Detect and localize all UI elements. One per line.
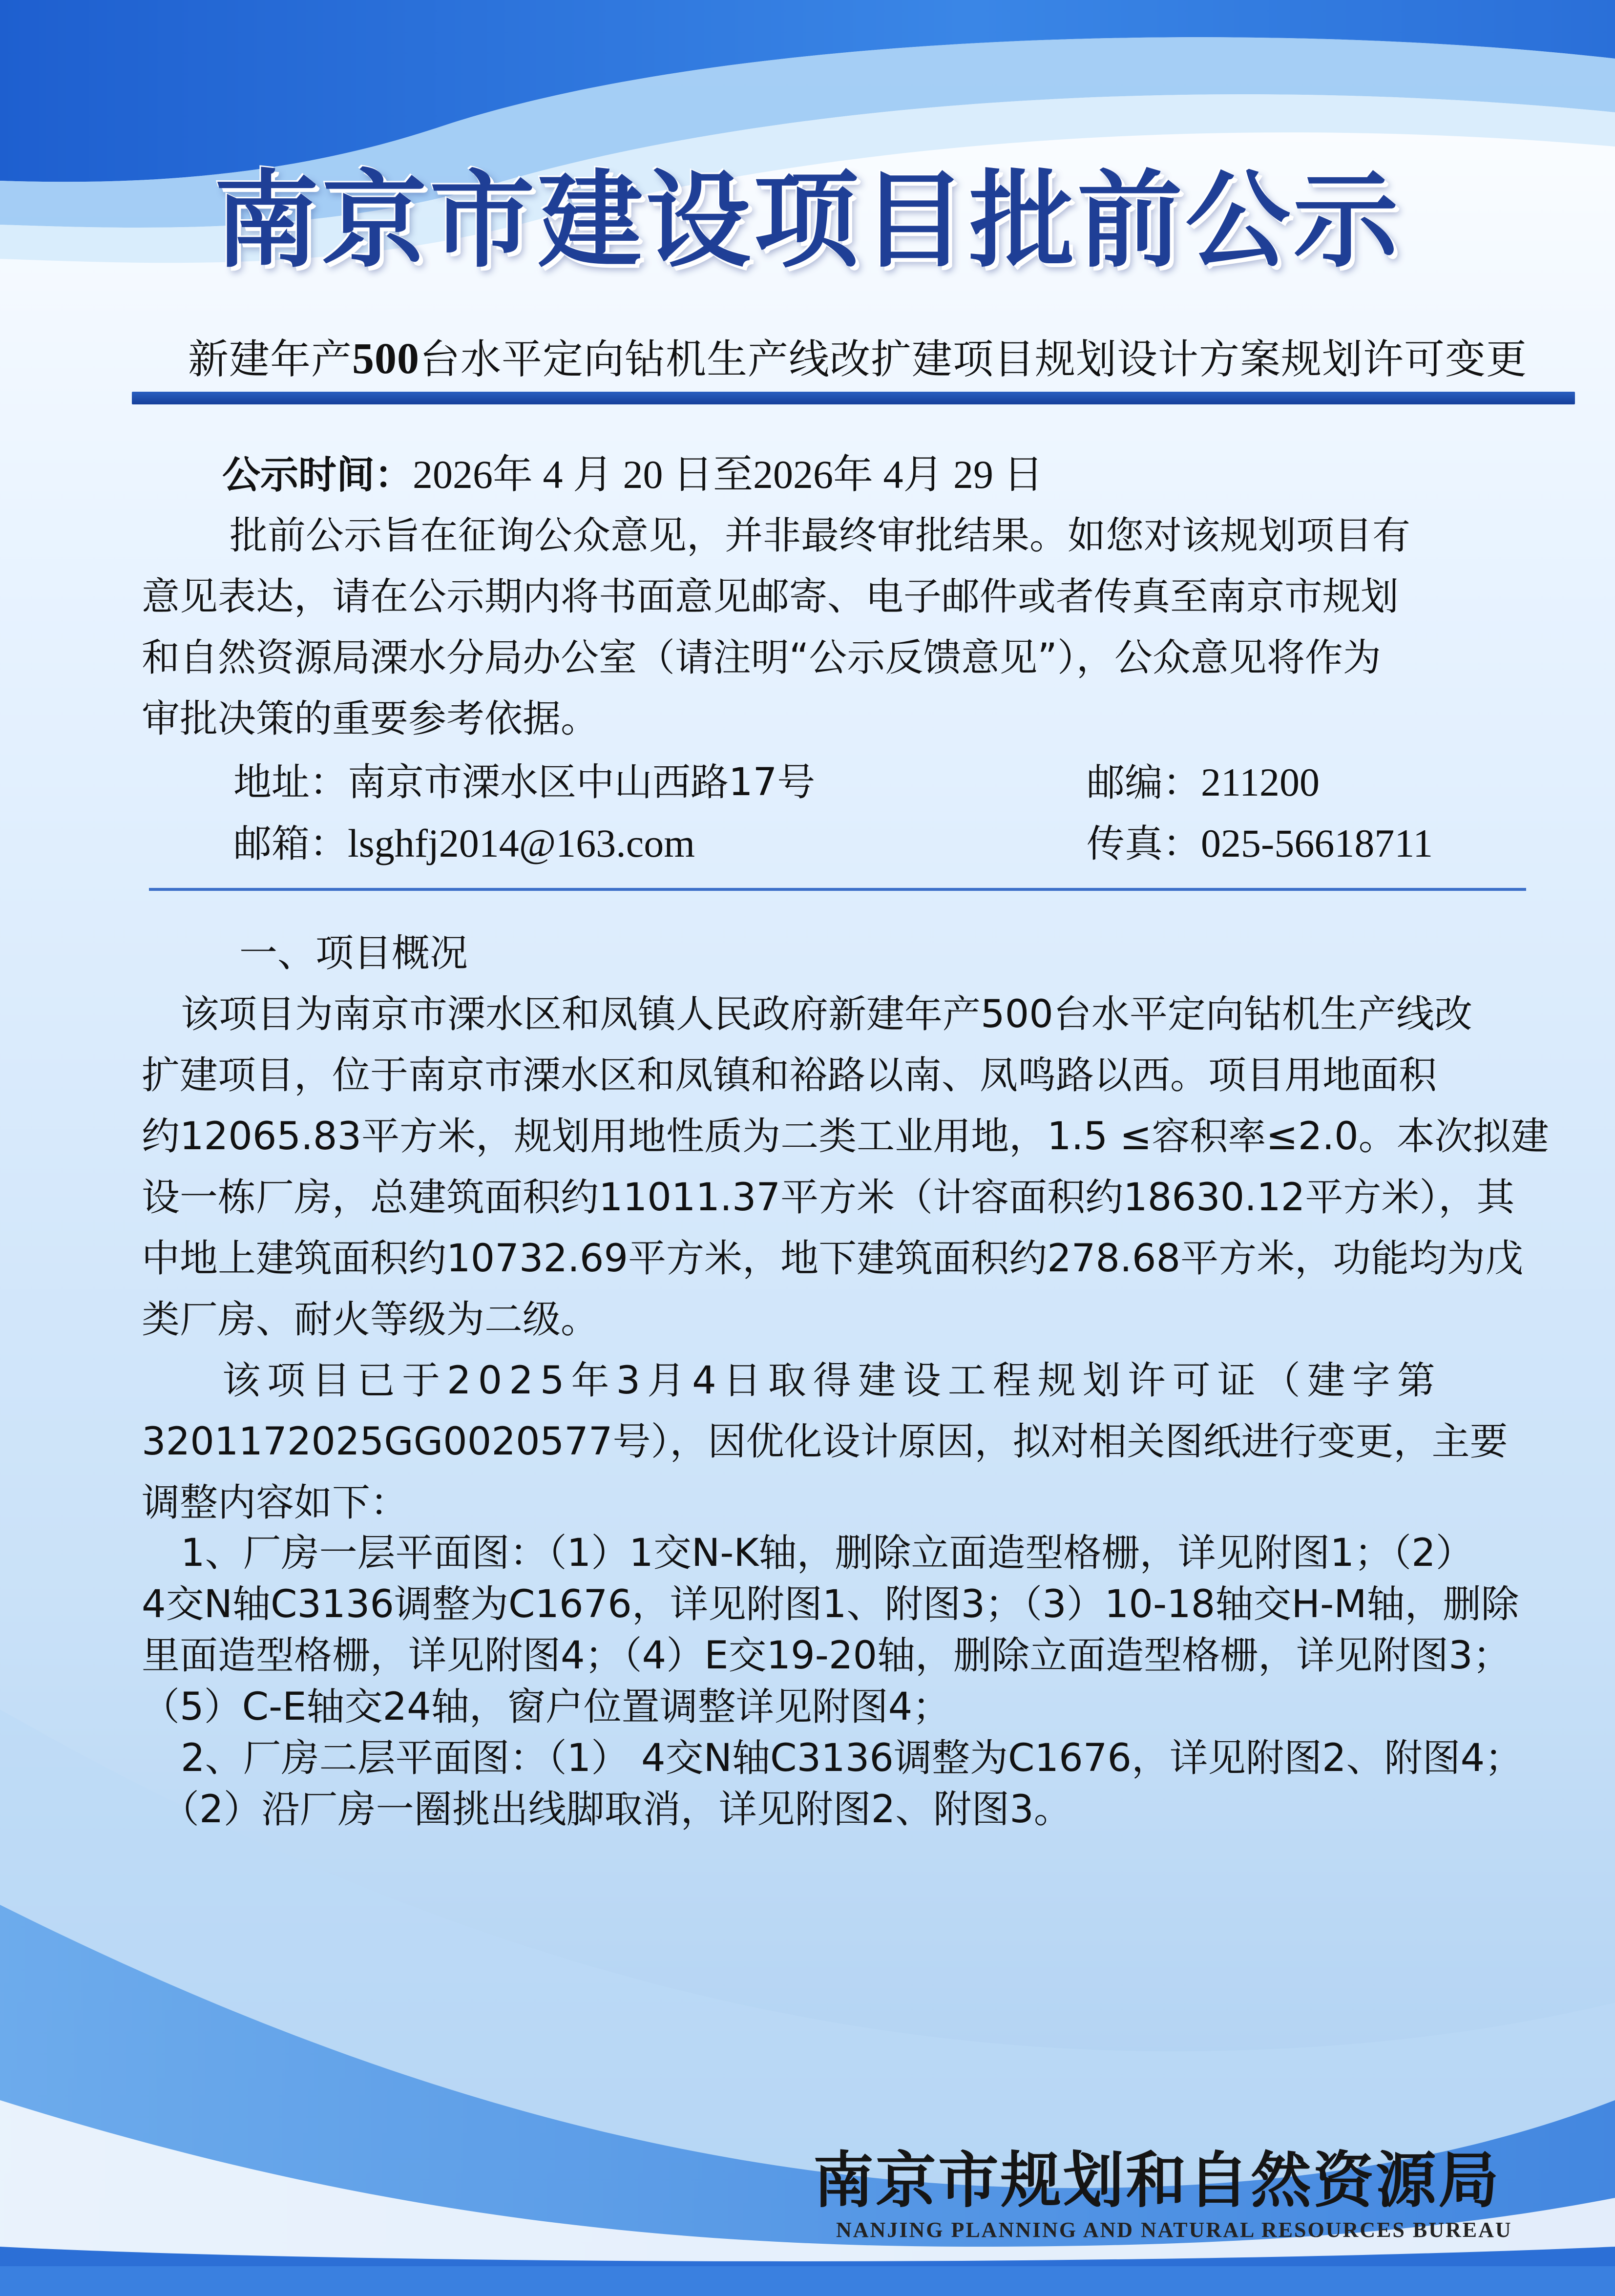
postcode bbox=[1087, 752, 1320, 813]
address-label: 地址： bbox=[233, 760, 348, 804]
project-subtitle bbox=[188, 326, 1527, 385]
org-name-en: NANJING PLANNING AND NATURAL RESOURCES BUREAU bbox=[836, 2218, 1512, 2242]
overview-line: 中地上建筑面积约10732.69平方米，地下建筑面积约278.68平方米，功能均为戊 bbox=[142, 1237, 1524, 1281]
email-value: lsghfj2014@163.com bbox=[348, 821, 695, 865]
overview-line: 该项目为南京市溧水区和凤镇人民政府新建年产500台水平定向钻机生产线改 bbox=[181, 992, 1472, 1036]
subtitle-suffix: 台水平定向钻机生产线改扩建项目规划设计方案规划许可变更 bbox=[419, 336, 1527, 383]
intro-line-2: 意见表达，请在公示期内将书面意见邮寄、电子邮件或者传真至南京市规划 bbox=[142, 575, 1399, 619]
overview-line: 该项目已于2025年3月4日取得建设工程规划许可证（建字第 bbox=[222, 1359, 1442, 1403]
notice-time bbox=[222, 444, 1044, 506]
overview-line: 里面造型格栅，详见附图4；（4）E交19-20轴，删除立面造型格栅，详见附图3； bbox=[142, 1634, 1511, 1678]
org-name-cn: 南京市规划和自然资源局 bbox=[813, 2145, 1501, 2216]
notice-time-label: 公示时间： bbox=[222, 453, 413, 497]
overview-line: 扩建项目，位于南京市溧水区和凤镇和裕路以南、凤鸣路以西。项目用地面积 bbox=[142, 1053, 1437, 1097]
email-label: 邮箱： bbox=[233, 822, 348, 866]
postcode-label: 邮编： bbox=[1087, 761, 1201, 805]
address bbox=[233, 752, 815, 813]
subtitle-number: 500 bbox=[352, 335, 419, 383]
section-divider bbox=[149, 888, 1526, 891]
overview-line: 2、厂房二层平面图：（1） 4交N轴C3136调整为C1676，详见附图2、附图4； bbox=[181, 1736, 1523, 1780]
overview-line: 3201172025GG0020577号），因优化设计原因，拟对相关图纸进行变更，主要 bbox=[142, 1420, 1508, 1464]
overview-line: 设一栋厂房，总建筑面积约11011.37平方米（计容面积约18630.12平方米），其 bbox=[142, 1176, 1515, 1220]
subtitle-prefix: 新建年产 bbox=[188, 336, 352, 383]
notice-time-value: 2026年 4 月 20 日至2026年 4月 29 日 bbox=[413, 452, 1044, 497]
fax bbox=[1087, 813, 1433, 874]
fax-value: 025-56618711 bbox=[1201, 821, 1433, 865]
intro-line-4: 审批决策的重要参考依据。 bbox=[142, 697, 599, 741]
overview-line: 调整内容如下： bbox=[142, 1481, 409, 1525]
postcode-value: 211200 bbox=[1201, 760, 1320, 804]
intro-line-3: 和自然资源局溧水分局办公室（请注明“公示反馈意见”），公众意见将作为 bbox=[142, 636, 1381, 680]
page-title: 南京市建设项目批前公示 bbox=[214, 158, 1401, 282]
title-divider bbox=[132, 392, 1575, 404]
intro-line-1: 批前公示旨在征询公众意见，并非最终审批结果。如您对该规划项目有 bbox=[230, 514, 1411, 558]
overview-heading: 一、项目概况 bbox=[239, 931, 468, 975]
overview-line: 类厂房、耐火等级为二级。 bbox=[142, 1298, 599, 1342]
overview-line: 约12065.83平方米，规划用地性质为二类工业用地，1.5 ≤容积率≤2.0。本次拟建 bbox=[142, 1115, 1549, 1159]
address-value: 南京市溧水区中山西路17号 bbox=[348, 760, 816, 804]
overview-line: 4交N轴C3136调整为C1676，详见附图1、附图3；（3）10-18轴交H-M轴，删除 bbox=[142, 1582, 1519, 1626]
fax-label: 传真： bbox=[1087, 822, 1201, 866]
overview-line: （5）C-E轴交24轴，窗户位置调整详见附图4； bbox=[142, 1685, 951, 1729]
overview-line: 1、厂房一层平面图：（1）1交N-K轴，删除立面造型格栅，详见附图1；（2） bbox=[181, 1531, 1474, 1575]
overview-line: （2）沿厂房一圈挑出线脚取消，详见附图2、附图3。 bbox=[161, 1788, 1072, 1832]
email bbox=[233, 813, 695, 874]
